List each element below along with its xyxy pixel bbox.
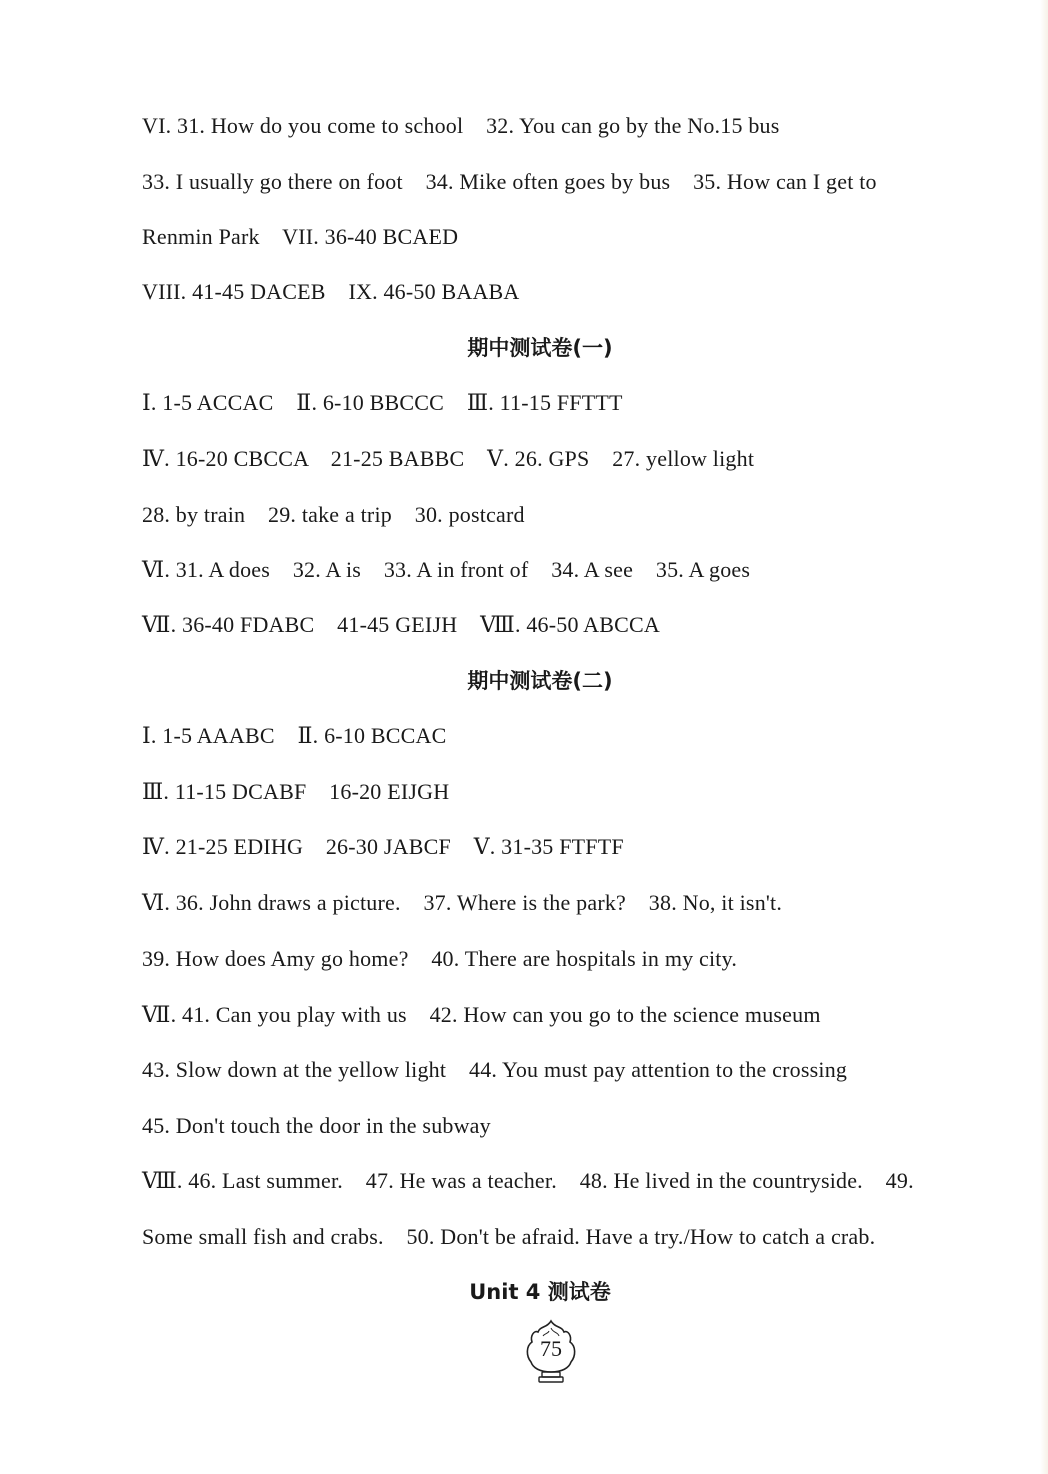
answer-line: Ⅰ. 1-5 AAABC Ⅱ. 6-10 BCCAC xyxy=(142,723,447,748)
answer-line: 39. How does Amy go home? 40. There are hospitals in my city. xyxy=(142,946,738,971)
answer-line: Ⅵ. 31. A does 32. A is 33. A in front of 34. A see 35. A goes xyxy=(142,557,751,582)
answer-line: Ⅳ. 21-25 EDIHG 26-30 JABCF Ⅴ. 31-35 FTFTF xyxy=(142,834,624,859)
answer-line: VI. 31. How do you come to school 32. You can go by the No.15 bus xyxy=(142,113,780,138)
answer-line: Ⅶ. 36-40 FDABC 41-45 GEIJH Ⅷ. 46-50 ABCCA xyxy=(142,612,660,637)
answer-line: Some small fish and crabs. 50. Don't be afraid. Have a try./How to catch a crab. xyxy=(142,1224,876,1249)
answer-line: VIII. 41-45 DACEB IX. 46-50 BAABA xyxy=(142,279,520,304)
section-heading: 期中测试卷(二) xyxy=(467,669,613,693)
answer-line: Ⅰ. 1-5 ACCAC Ⅱ. 6-10 BBCCC Ⅲ. 11-15 FFTTT xyxy=(142,390,623,415)
page-number-badge xyxy=(522,1318,580,1384)
section-heading: 期中测试卷(一) xyxy=(467,336,613,360)
answer-line: 33. I usually go there on foot 34. Mike often goes by bus 35. How can I get to xyxy=(142,169,877,194)
answer-line: 28. by train 29. take a trip 30. postcard xyxy=(142,502,525,527)
answer-line: Ⅵ. 36. John draws a picture. 37. Where is the park? 38. No, it isn't. xyxy=(142,890,783,915)
answer-line: Renmin Park VII. 36-40 BCAED xyxy=(142,224,459,249)
answer-line: 43. Slow down at the yellow light 44. You must pay attention to the crossing xyxy=(142,1057,848,1082)
section-heading: Unit 4 测试卷 xyxy=(469,1280,611,1304)
answer-line: Ⅲ. 11-15 DCABF 16-20 EIJGH xyxy=(142,779,450,804)
answer-line: Ⅶ. 41. Can you play with us 42. How can you go to the science museum xyxy=(142,1002,821,1027)
page-number: 75 xyxy=(540,1336,562,1361)
page-edge xyxy=(1040,0,1048,1474)
answer-line: Ⅳ. 16-20 CBCCA 21-25 BABBC Ⅴ. 26. GPS 27. yellow light xyxy=(142,446,755,471)
answer-line: 45. Don't touch the door in the subway xyxy=(142,1113,491,1138)
answer-line: Ⅷ. 46. Last summer. 47. He was a teacher. 48. He lived in the countryside. 49. xyxy=(142,1168,914,1193)
